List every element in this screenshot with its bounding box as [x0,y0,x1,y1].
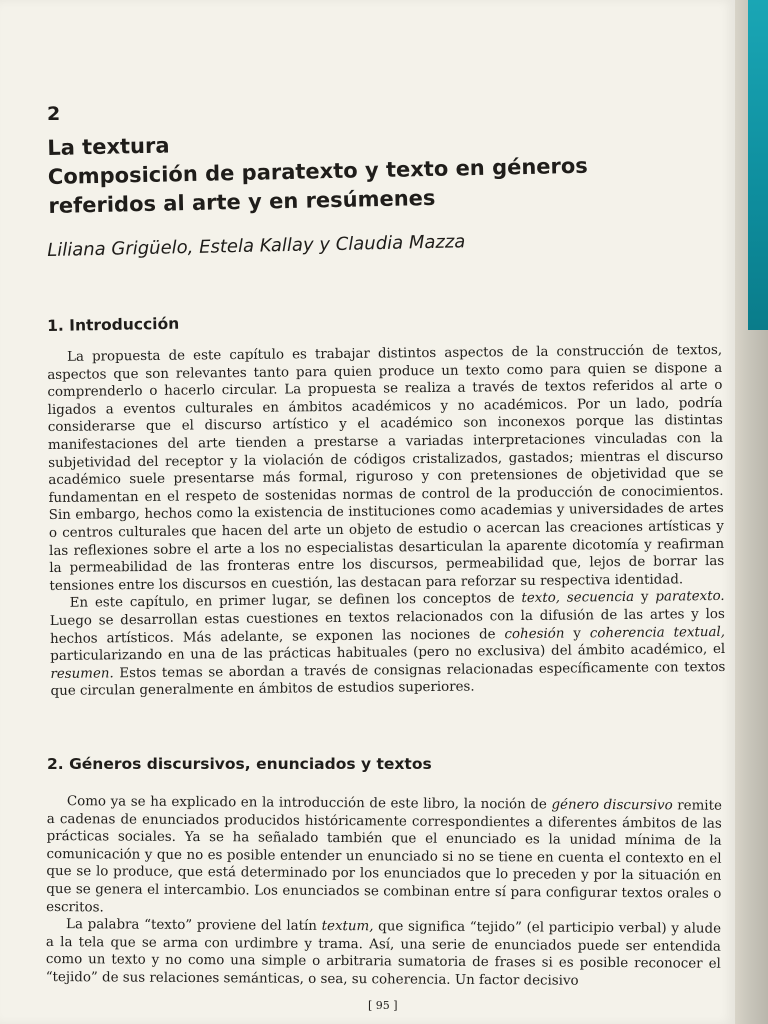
page-number: [ 95 ] [368,999,398,1012]
section-heading-generos: 2. Géneros discursivos, enunciados y textos [47,755,432,773]
chapter-title-line: Composición de paratexto y texto en géneros [47,153,589,189]
paragraph: Como ya se ha explicado en la introducción de este libro, la noción de género discursivo remite a cadenas de enunciados producidos históricamente correspondientes a diferentes ámbitos de las prácticas sociales. Ya se ha señalado también que el enunciado es la unidad mínima de la comunicación y que no es posible entender un enunciado si no se tiene en cuenta el contexto en el que se lo produce, que está determinado por los enunciados que lo preceden y por la situación en que se genera el intercambio. Los enunciados se combinan entre sí para configurar textos orales o escritos. [46,794,722,915]
paragraph: En este capítulo, en primer lugar, se definen los conceptos de texto, secuencia y paratexto. Luego se desarrollan estas cuestiones en textos relacionados con la difusión de las artes y los hechos artísticos. Más adelante, se exponen las nociones de cohesión y coherencia textual, particularizando en una de las prácticas habituales (pero no exclusiva) del ámbito académico, el resumen. Estos temas se abordan a través de consignas relacionadas específicamente con textos que circulan generalmente en ámbitos de estudios superiores. [49,589,726,700]
paragraph: La palabra “texto” proviene del latín textum, que significa “tejido” (el participio verbal) y alude a la tela que se arma con urdimbre y trama. Así, una serie de enunciados puede ser entendida como un texto y no como una simple o arbitraria sumatoria de frases si es posible reconocer el “tejido” de sus relaciones semánticas, o sea, su coherencia. Un factor decisivo [45,917,722,989]
section-body-generos [46,793,722,991]
bookmark-tab [748,0,768,330]
section-heading-introduccion: 1. Introducción [47,314,180,335]
chapter-title-line: referidos al arte y en resúmenes [48,185,436,218]
paragraph: La propuesta de este capítulo es trabajar distintos aspectos de la construcción de textos, aspectos que son relevantes tanto para quien produce un texto como para quien se dispone a comprenderlo o hacerlo circular. La propuesta se realiza a través de textos referidos al arte o ligados a eventos culturales en ámbitos académicos y no académicos. Por un lado, podría considerarse que el discurso artístico y el académico son inconexos porque las distintas manifestaciones del arte tienden a prestarse a variadas interpretaciones vinculadas con la subjetividad del receptor y la violación de códigos cristalizados, gastados; mientras el discurso académico suele presentarse más formal, riguroso y con pretensiones de objetividad que se fundamentan en el respeto de sostenidas normas de control de la producción de conocimientos. Sin embargo, hechos como la existencia de instituciones como academias y universidades de artes o centros culturales que hacen del arte un objeto de estudio o acercan las creaciones artísticas y las reflexiones sobre el arte a los no especialistas desarticulan la aparente dicotomía y reafirman la permeabilidad de las fronteras entre los discursos, permeabilidad que, lejos de borrar las tensiones entre los discursos en cuestión, las destacan para reforzar su respectiva identidad. [47,342,725,594]
chapter-title [47,122,609,221]
chapter-title-line: La textura [47,133,170,160]
section-body-introduccion [47,342,726,701]
chapter-authors: Liliana Grigüelo, Estela Kallay y Claudia Mazza [47,231,466,261]
chapter-number: 2 [47,103,61,125]
